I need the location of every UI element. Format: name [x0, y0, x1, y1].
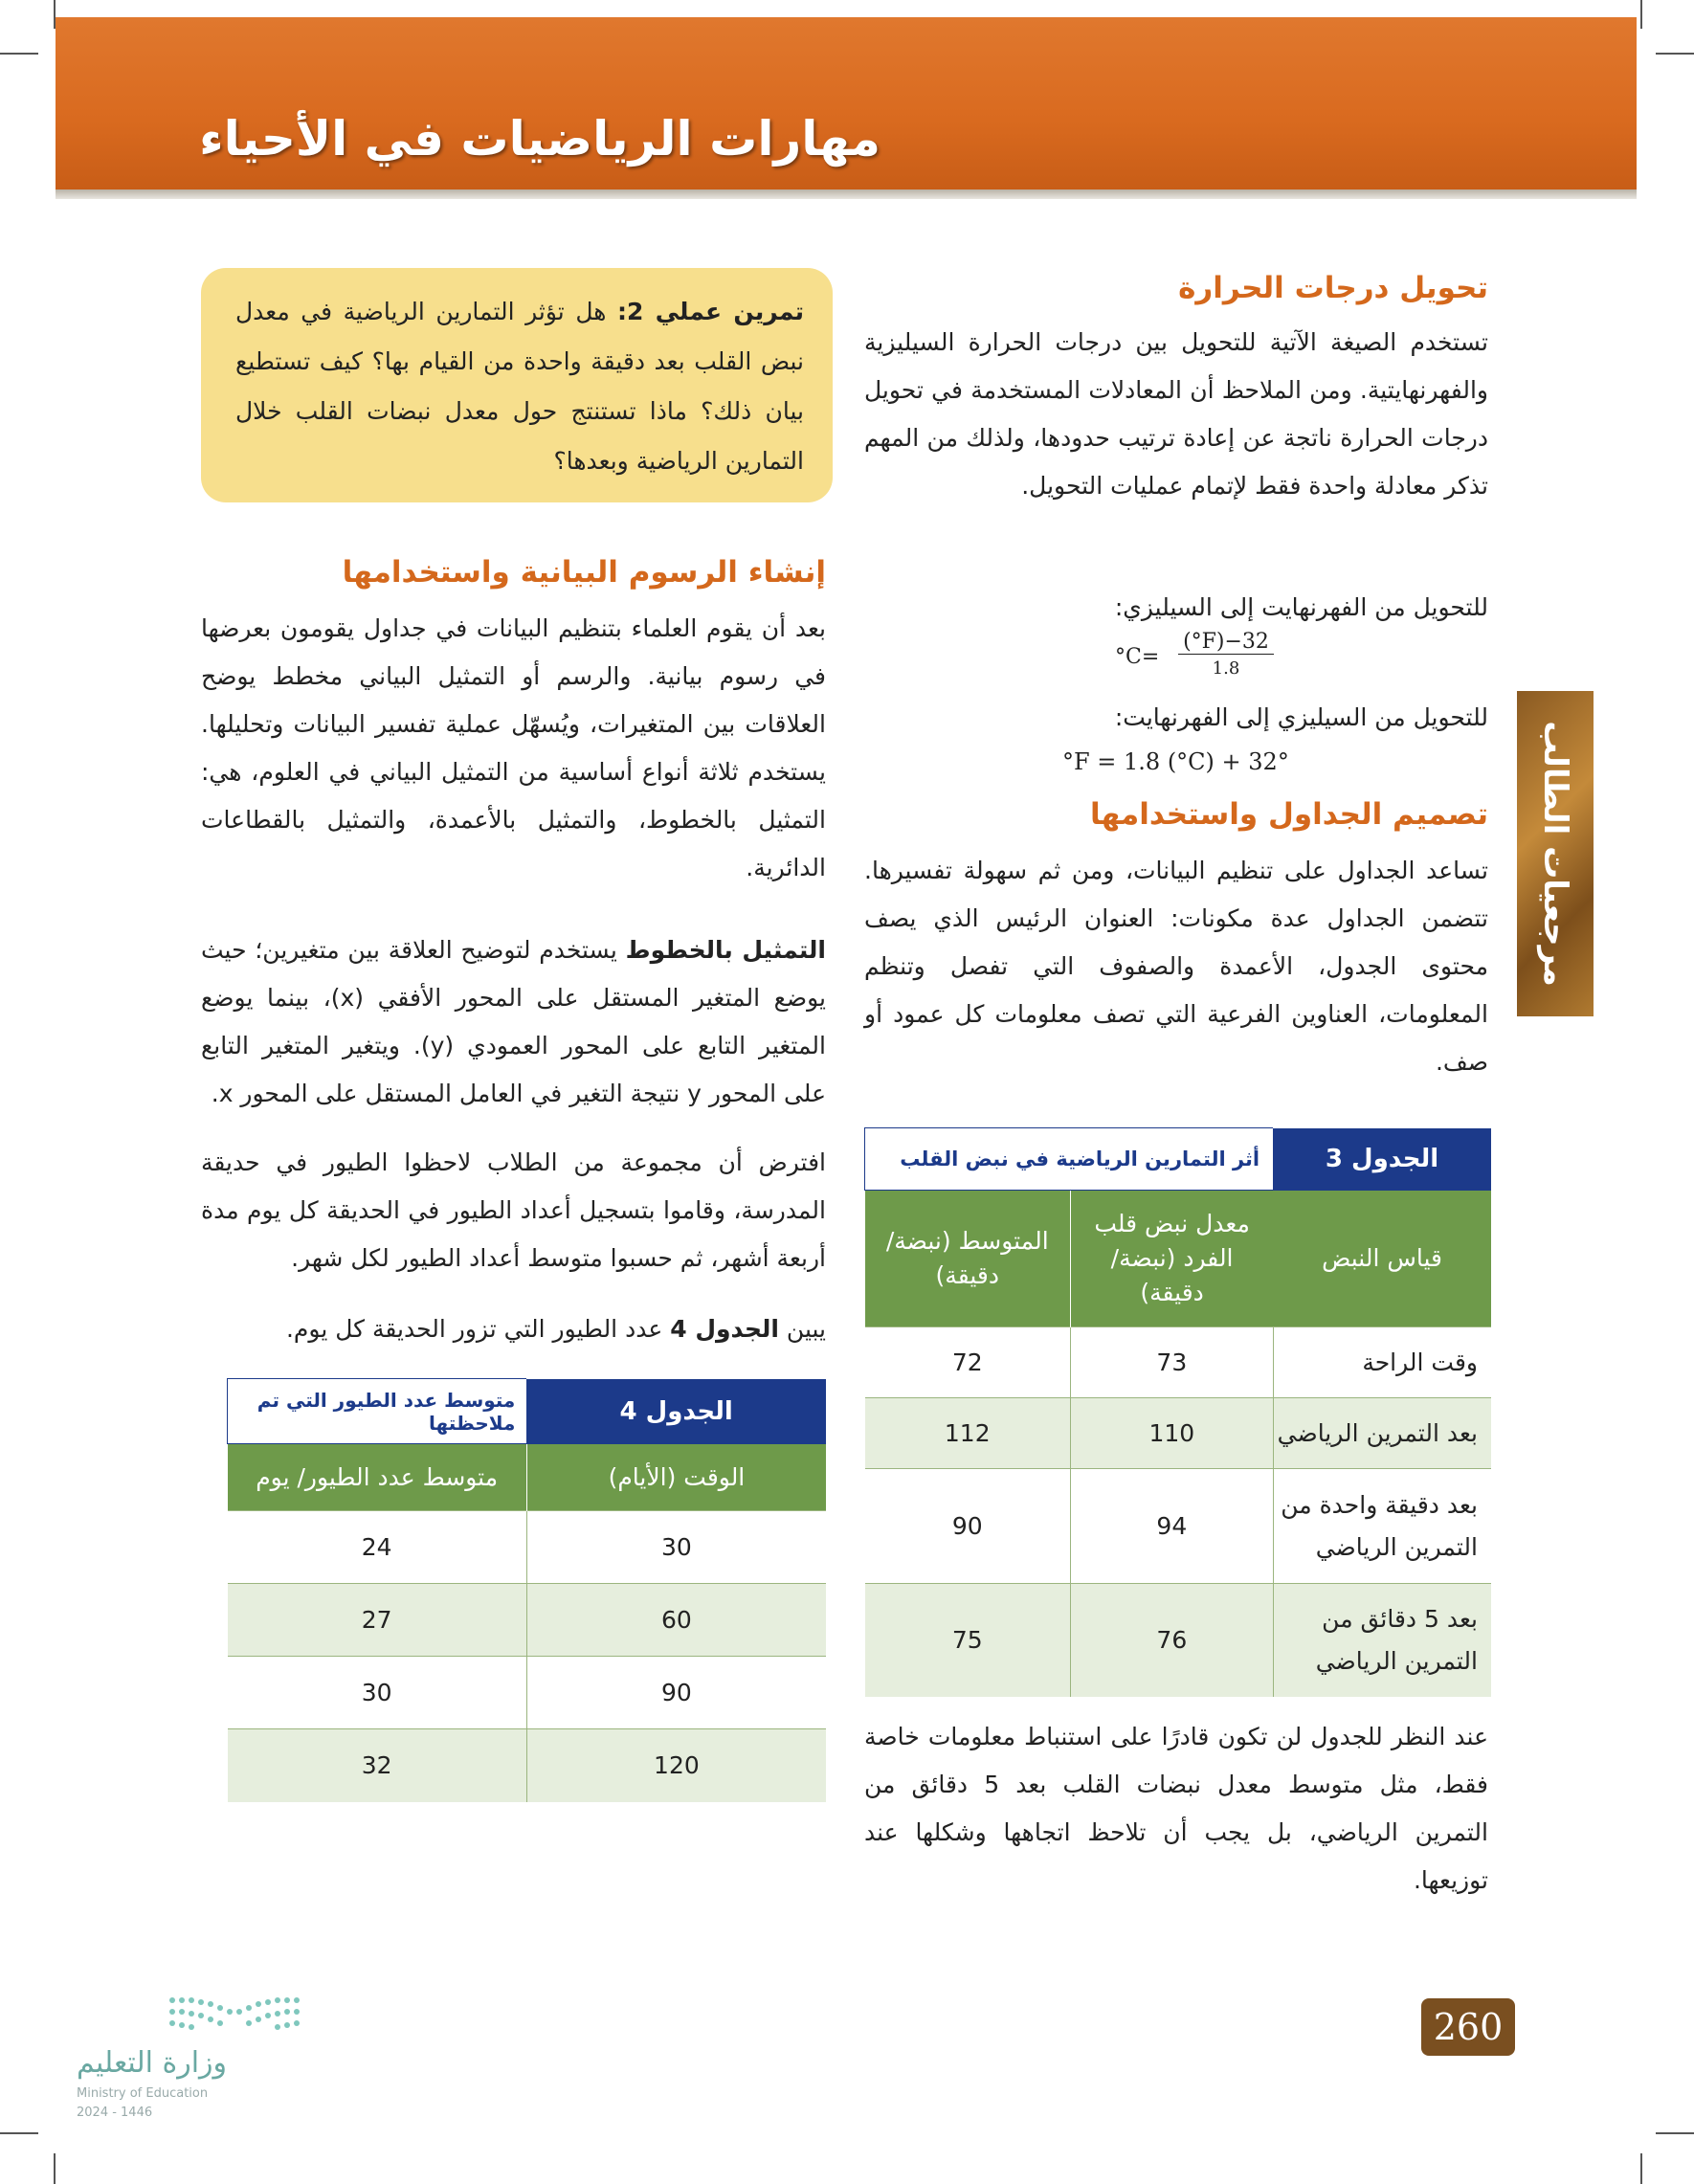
tables-text: تساعد الجداول على تنظيم البيانات، ومن ثم سهولة تفسيرها. تتضمن الجداول عدة مكونات: العنوان الرئيس الذي يصف محتوى الجدول، الأعمدة والصفوف التي تفصل وتنظم المعلومات، العناوين الفرعية التي تصف معلومات كل عمود أو صف.: [864, 857, 1488, 1076]
crop-mark: [0, 2132, 38, 2134]
table-cell: بعد 5 دقائق من التمرين الرياضي: [1273, 1584, 1491, 1697]
table-3-header: المتوسط (نبضة/ دقيقة): [865, 1191, 1071, 1327]
table-3-header: معدل نبض قلب الفرد (نبضة/ دقيقة): [1071, 1191, 1274, 1327]
table-cell: 76: [1071, 1584, 1274, 1697]
table-4-reference: [201, 1305, 826, 1353]
table-cell: 94: [1071, 1469, 1274, 1584]
table-3-header: قياس النبض: [1273, 1191, 1491, 1327]
table-3: [864, 1127, 1491, 1697]
crop-mark: [54, 2153, 56, 2184]
c-to-f-label: للتحويل من السيليزي إلى الفهرنهايت:: [1114, 703, 1488, 731]
crop-mark: [1656, 2132, 1694, 2134]
temperature-intro: تستخدم الصيغة الآتية للتحويل بين درجات الحرارة السيليزية والفهرنهايتية. ومن الملاحظ أن المعادلات المستخدمة في تحويل درجات الحرارة ناتجة عن إعادة ترتيب حدودها، ولذلك من المهم تذكر معادلة واحدة فقط لإتمام عمليات التحويل.: [864, 328, 1488, 500]
table-cell: 30: [228, 1657, 527, 1729]
exercise-body: هل تؤثر التمارين الرياضية في معدل نبض القلب بعد دقيقة واحدة من القيام بها؟ كيف تستطيع بيان ذلك؟ ماذا تستنتج حول معدل نبضات القلب خلال التمارين الرياضية وبعدها؟: [235, 298, 804, 475]
table-row: [865, 1584, 1492, 1697]
crop-mark: [1640, 2153, 1642, 2184]
ministry-logo: [77, 1991, 325, 2134]
side-tab: [1517, 691, 1594, 1016]
graphs-intro: بعد أن يقوم العلماء بتنظيم البيانات في جداول يقومون بعرضها في رسوم بيانية. والرسم أو التمثيل البياني مخطط يوضح العلاقات بين المتغيرات، ويُسهّل عملية تفسير البيانات وتحليلها. يستخدم ثلاثة أنواع أساسية من التمثيل البياني في العلوم، هي: التمثيل بالخطوط، والتمثيل بالأعمدة، والتمثيل بالقطاعات الدائرية.: [201, 614, 826, 881]
table-cell: بعد دقيقة واحدة من التمرين الرياضي: [1273, 1469, 1491, 1584]
table-cell: 90: [865, 1469, 1071, 1584]
table-cell: 110: [1071, 1398, 1274, 1469]
banner-shadow: [56, 189, 1637, 199]
ministry-arabic: وزارة التعليم: [77, 2046, 228, 2080]
table-cell: بعد التمرين الرياضي: [1273, 1398, 1491, 1469]
crop-mark: [1640, 0, 1642, 29]
line-graph-term: التمثيل بالخطوط: [625, 936, 826, 964]
table-4-header: متوسط عدد الطيور/ يوم: [228, 1444, 527, 1511]
header-banner: [56, 17, 1637, 189]
table-cell: 75: [865, 1584, 1071, 1697]
exercise-text: [235, 287, 804, 486]
table-cell: 32: [228, 1729, 527, 1802]
table-4: [227, 1378, 826, 1802]
f-to-c-lhs: °C=: [1115, 645, 1160, 669]
table-cell: 90: [526, 1657, 826, 1729]
table-3-label: الجدول 3: [1273, 1128, 1491, 1191]
table-cell: 112: [865, 1398, 1071, 1469]
table-row: [228, 1511, 827, 1584]
after-table-text: عند النظر للجدول لن تكون قادرًا على استنباط معلومات خاصة فقط، مثل متوسط معدل نبضات القلب بعد 5 دقائق من التمرين الرياضي، بل يجب أن تلاحظ اتجاهها وشكلها عند توزيعها.: [864, 1723, 1489, 1894]
ministry-year: 2024 - 1446: [77, 2106, 153, 2120]
c-to-f-formula: °F = 1.8 (°C) + 32°: [1062, 748, 1289, 775]
page-title: مهارات الرياضيات في الأحياء: [199, 111, 880, 167]
table-4-title: متوسط عدد الطيور التي تم ملاحظتها: [228, 1379, 527, 1444]
practical-exercise-box: [201, 268, 833, 502]
table-row: [228, 1584, 827, 1657]
table-cell: 120: [526, 1729, 826, 1802]
table-4-label: الجدول 4: [526, 1379, 826, 1444]
birds-paragraph: افترض أن مجموعة من الطلاب لاحظوا الطيور في حديقة المدرسة، وقاموا بتسجيل أعداد الطيور في الحديقة كل يوم مدة أربعة أشهر، ثم حسبوا متوسط أعداد الطيور لكل شهر.: [201, 1148, 826, 1272]
line-graph-paragraph: [201, 926, 826, 1118]
table-row: [228, 1729, 827, 1802]
line-graph-text: يستخدم لتوضيح العلاقة بين متغيرين؛ حيث يوضع المتغير المستقل على المحور الأفقي (x)، بينما يوضع المتغير التابع على المحور العمودي (y). ويتغير المتغير التابع على المحور y نتيجة التغير في العامل المستقل على المحور x.: [201, 936, 826, 1107]
temperature-heading: تحويل درجات الحرارة: [1178, 271, 1488, 305]
ministry-english: Ministry of Education: [77, 2086, 209, 2101]
side-tab-label: مرجعيات الطالب: [1536, 721, 1574, 987]
tables-heading: تصميم الجداول واستخدامها: [1089, 797, 1488, 832]
table-cell: 72: [865, 1327, 1071, 1398]
f-to-c-label: للتحويل من الفهرنهايت إلى السيليزي:: [1114, 593, 1488, 621]
exercise-label: تمرين عملي 2:: [617, 298, 805, 325]
table-4-header: الوقت (الأيام): [526, 1444, 826, 1511]
table-row: [865, 1469, 1492, 1584]
table-4-ref-pre: يبين: [786, 1315, 826, 1343]
crop-mark: [0, 53, 38, 55]
table-cell: 24: [228, 1511, 527, 1584]
table-3-title: أثر التمارين الرياضية في نبض القلب: [865, 1128, 1274, 1191]
table-cell: 60: [526, 1584, 826, 1657]
table-cell: 30: [526, 1511, 826, 1584]
table-cell: وقت الراحة: [1273, 1327, 1491, 1398]
table-cell: 27: [228, 1584, 527, 1657]
crop-mark: [1656, 53, 1694, 55]
table-4-ref-post: عدد الطيور التي تزور الحديقة كل يوم.: [285, 1315, 663, 1343]
table-row: [228, 1657, 827, 1729]
table-cell: 73: [1071, 1327, 1274, 1398]
f-to-c-denominator: 1.8: [1212, 658, 1240, 679]
ministry-logo-dots-icon: [163, 1991, 335, 2039]
table-row: [865, 1398, 1492, 1469]
table-row: [865, 1327, 1492, 1398]
f-to-c-formula: [1115, 628, 1287, 685]
graphs-heading: إنشاء الرسوم البيانية واستخدامها: [342, 555, 826, 590]
page-number: 260: [1421, 1998, 1515, 2056]
table-4-ref-bold: الجدول 4: [670, 1315, 779, 1343]
f-to-c-numerator: (°F)−32: [1178, 630, 1274, 655]
